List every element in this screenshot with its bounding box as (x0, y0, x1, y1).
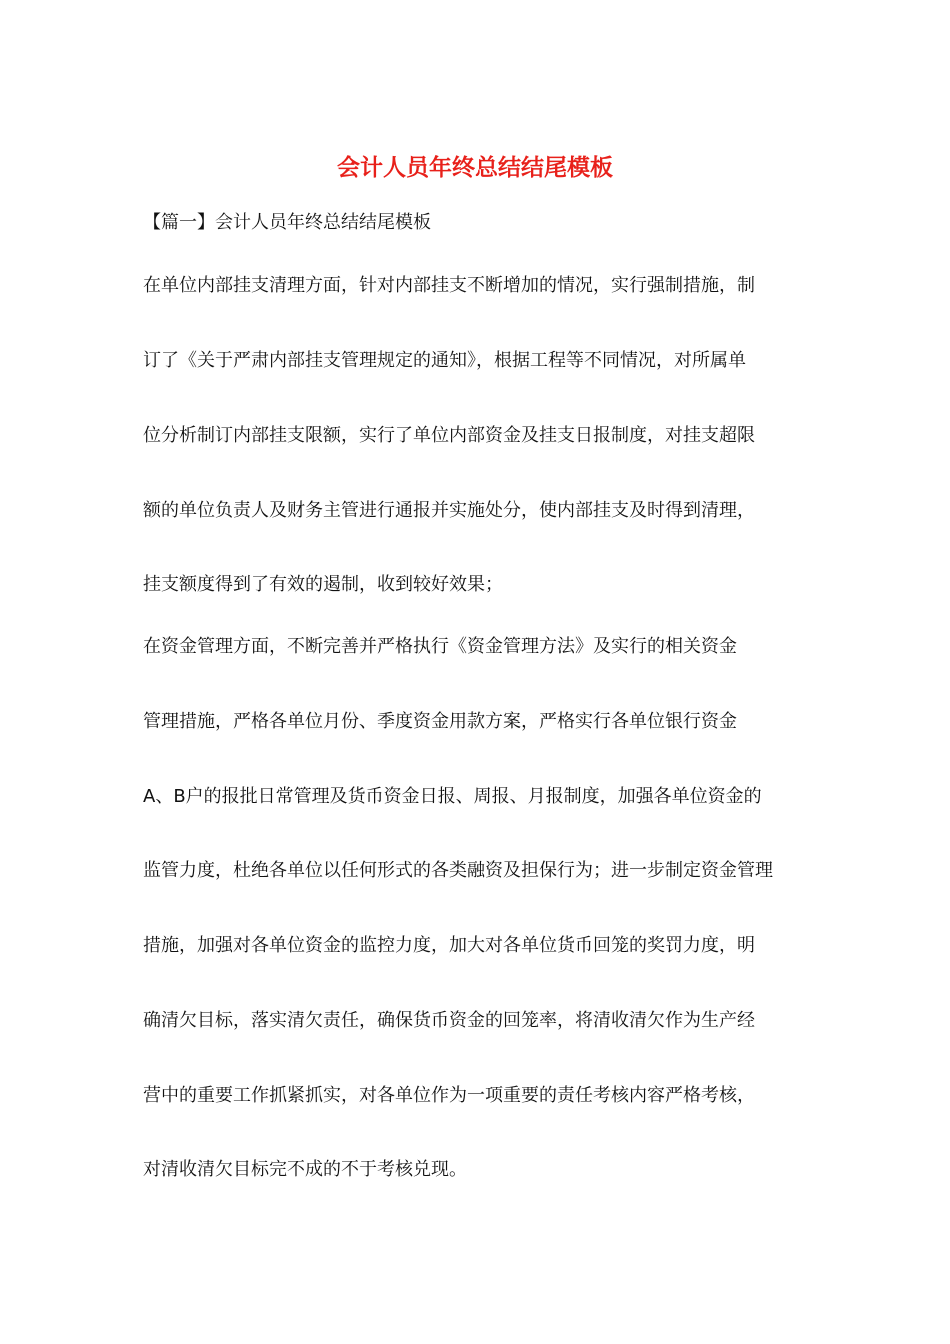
paragraph-1-line-4: 额的单位负责人及财务主管进行通报并实施处分，使内部挂支及时得到清理， (143, 500, 755, 521)
paragraph-2-line-8: 对清收清欠目标完不成的不于考核兑现。 (143, 1159, 467, 1180)
paragraph-1-line-1: 在单位内部挂支清理方面，针对内部挂支不断增加的情况，实行强制措施，制 (143, 275, 755, 296)
paragraph-2-line-1: 在资金管理方面，不断完善并严格执行《资金管理方法》及实行的相关资金 (143, 636, 737, 657)
paragraph-2-line-4: 监管力度，杜绝各单位以任何形式的各类融资及担保行为；进一步制定资金管理 (143, 860, 773, 881)
paragraph-2-line-5: 措施，加强对各单位资金的监控力度，加大对各单位货币回笼的奖罚力度，明 (143, 935, 755, 956)
document-title: 会计人员年终总结结尾模板 (337, 154, 613, 181)
paragraph-2-line-7: 营中的重要工作抓紧抓实，对各单位作为一项重要的责任考核内容严格考核， (143, 1085, 755, 1106)
paragraph-2-line-2: 管理措施，严格各单位月份、季度资金用款方案，严格实行各单位银行资金 (143, 711, 737, 732)
paragraph-1-line-2: 订了《关于严肃内部挂支管理规定的通知》，根据工程等不同情况，对所属单 (143, 350, 746, 371)
paragraph-2-line-3: A、B户的报批日常管理及货币资金日报、周报、月报制度，加强各单位资金的 (143, 786, 762, 807)
paragraph-2-line-6: 确清欠目标，落实清欠责任，确保货币资金的回笼率，将清收清欠作为生产经 (143, 1010, 755, 1031)
paragraph-1-line-3: 位分析制订内部挂支限额，实行了单位内部资金及挂支日报制度，对挂支超限 (143, 425, 755, 446)
paragraph-1-line-5: 挂支额度得到了有效的遏制，收到较好效果； (143, 574, 503, 595)
section-heading: 【篇一】会计人员年终总结结尾模板 (143, 212, 431, 233)
